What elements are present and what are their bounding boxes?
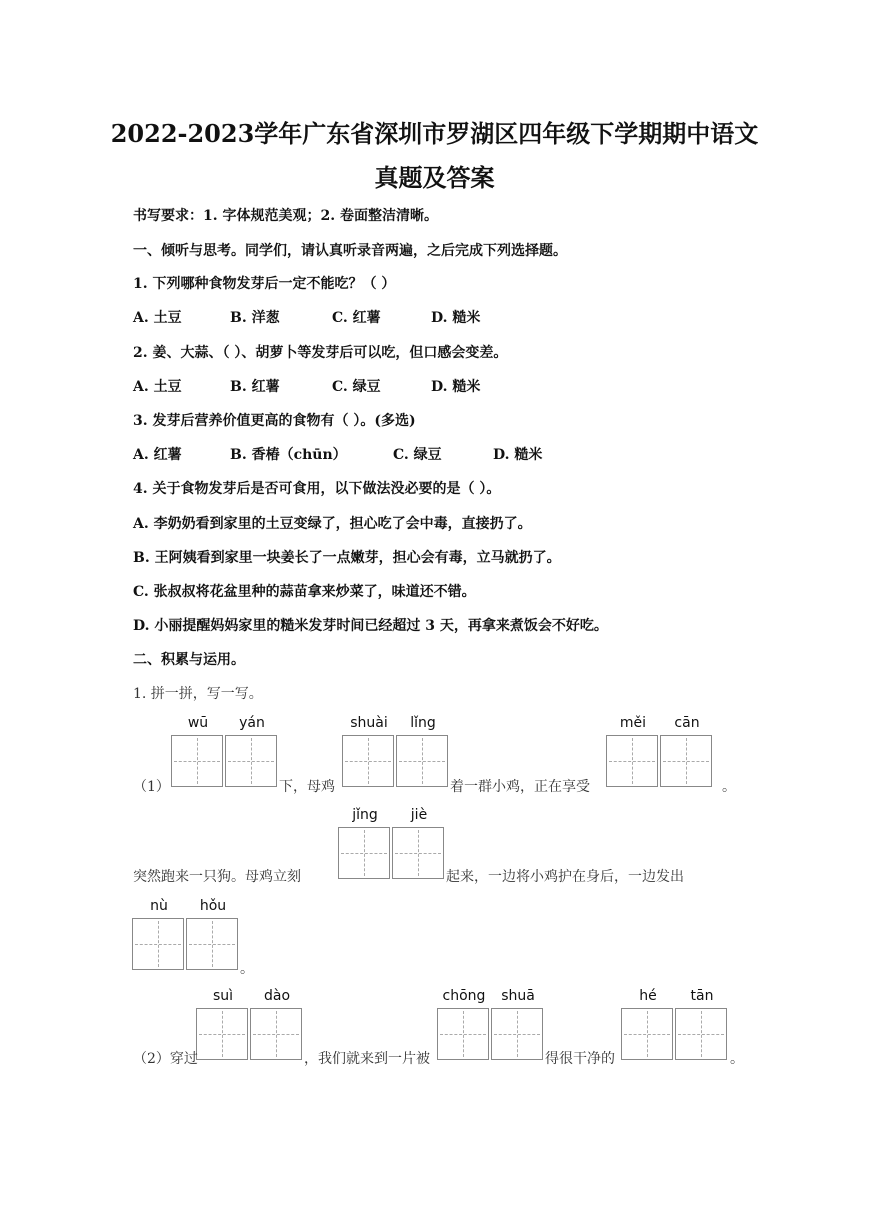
- q4-option-a: A. 李奶奶看到家里的土豆变绿了，担心吃了会中毒，直接扔了。: [133, 516, 532, 532]
- p2-text-1: ，我们就来到一片被: [304, 1051, 430, 1067]
- pinyin-chong: chōng: [442, 988, 486, 1004]
- writing-box[interactable]: [171, 735, 223, 787]
- writing-box[interactable]: [606, 735, 658, 787]
- q2-option-d: D. 糙米: [431, 379, 481, 395]
- q4-option-c: C. 张叔叔将花盆里种的蒜苗拿来炒菜了，味道还不错。: [133, 584, 476, 600]
- q2-option-a: A. 土豆: [133, 379, 182, 395]
- p1-text-3: 。: [722, 779, 736, 795]
- section2-sub1: 1. 拼一拼，写一写。: [133, 686, 263, 702]
- writing-box[interactable]: [186, 918, 238, 970]
- pinyin-jing: jǐng: [352, 807, 378, 823]
- p2-text-2: 得很干净的: [545, 1051, 615, 1067]
- q3-option-a: A. 红薯: [133, 447, 182, 463]
- q1-option-b: B. 洋葱: [230, 310, 280, 326]
- section2-heading: 二、积累与运用。: [133, 652, 245, 668]
- writing-box[interactable]: [132, 918, 184, 970]
- p1-text-5: 起来，一边将小鸡护在身后，一边发出: [446, 869, 684, 885]
- q2-option-c: C. 绿豆: [332, 379, 381, 395]
- section1-heading: 一、倾听与思考。同学们，请认真听录音两遍，之后完成下列选择题。: [133, 243, 567, 259]
- pinyin-wu: wū: [187, 715, 209, 731]
- writing-requirements: 书写要求：1. 字体规范美观；2. 卷面整洁清晰。: [133, 208, 438, 224]
- pinyin-mei: měi: [619, 715, 647, 731]
- p1-text-4: 突然跑来一只狗。母鸡立刻: [133, 869, 301, 885]
- q3-option-b: B. 香椿（chūn）: [230, 447, 347, 463]
- pinyin-yan: yán: [239, 715, 265, 731]
- title-line-1: 2022-2023学年广东省深圳市罗湖区四年级下学期期中语文: [110, 119, 759, 148]
- p1-label: （1）: [133, 779, 170, 795]
- q2-option-b: B. 红薯: [230, 379, 280, 395]
- q1-option-a: A. 土豆: [133, 310, 182, 326]
- pinyin-shua: shuā: [501, 988, 535, 1004]
- writing-box[interactable]: [338, 827, 390, 879]
- pinyin-dao: dào: [263, 988, 291, 1004]
- pinyin-ling: lǐng: [410, 715, 436, 731]
- writing-box[interactable]: [621, 1008, 673, 1060]
- q4-option-d: D. 小丽提醒妈妈家里的糙米发芽时间已经超过 3 天，再拿来煮饭会不好吃。: [133, 618, 608, 634]
- pinyin-shuai: shuài: [350, 715, 388, 731]
- writing-box[interactable]: [392, 827, 444, 879]
- q3-option-d: D. 糙米: [493, 447, 543, 463]
- q3-option-c: C. 绿豆: [393, 447, 442, 463]
- title-line-2: 真题及答案: [374, 163, 495, 192]
- p1-text-2: 着一群小鸡，正在享受: [450, 779, 590, 795]
- writing-box[interactable]: [660, 735, 712, 787]
- pinyin-tan: tān: [690, 988, 714, 1004]
- writing-box[interactable]: [396, 735, 448, 787]
- q1-stem: 1. 下列哪种食物发芽后一定不能吃？（ ）: [133, 276, 396, 292]
- q3-stem: 3. 发芽后营养价值更高的食物有（ ）。(多选): [133, 413, 416, 429]
- writing-box[interactable]: [342, 735, 394, 787]
- writing-box[interactable]: [250, 1008, 302, 1060]
- pinyin-sui: suì: [212, 988, 234, 1004]
- pinyin-hou: hǒu: [199, 898, 227, 914]
- pinyin-jie: jiè: [410, 807, 428, 823]
- writing-box[interactable]: [491, 1008, 543, 1060]
- writing-box[interactable]: [225, 735, 277, 787]
- q1-option-c: C. 红薯: [332, 310, 381, 326]
- writing-box[interactable]: [196, 1008, 248, 1060]
- p2-label: （2）穿过: [133, 1051, 198, 1067]
- q2-stem: 2. 姜、大蒜、（ ）、胡萝卜等发芽后可以吃，但口感会变差。: [133, 345, 508, 361]
- writing-box[interactable]: [437, 1008, 489, 1060]
- p1-text-1: 下，母鸡: [279, 779, 335, 795]
- writing-box[interactable]: [675, 1008, 727, 1060]
- q4-option-b: B. 王阿姨看到家里一块姜长了一点嫩芽，担心会有毒，立马就扔了。: [133, 550, 561, 566]
- pinyin-can: cān: [674, 715, 700, 731]
- p2-text-3: 。: [730, 1051, 744, 1067]
- pinyin-nu: nù: [150, 898, 168, 914]
- p1-text-6: 。: [240, 961, 254, 977]
- q4-stem: 4. 关于食物发芽后是否可食用，以下做法没必要的是（ ）。: [133, 481, 501, 497]
- pinyin-he: hé: [639, 988, 657, 1004]
- q1-option-d: D. 糙米: [431, 310, 481, 326]
